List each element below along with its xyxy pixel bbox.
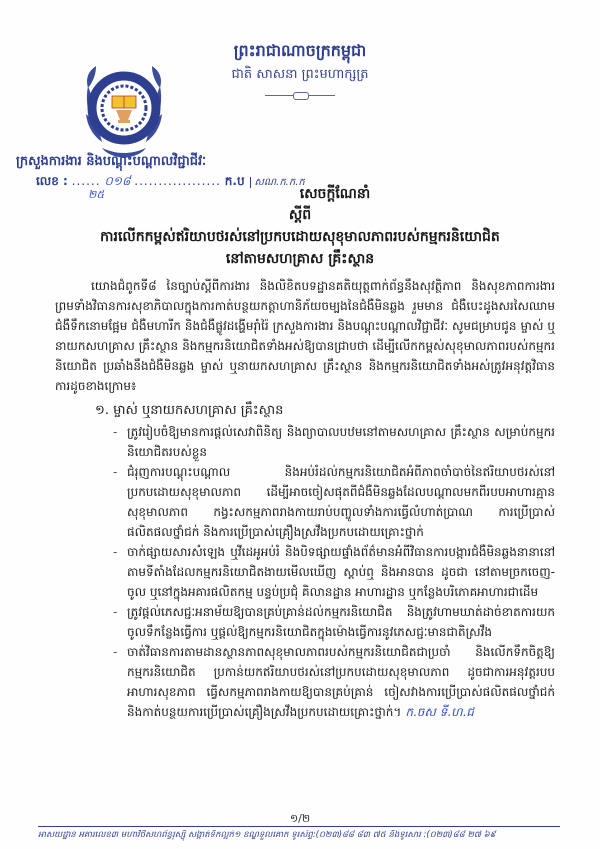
handwritten-initials: ក.ចស ទី.ហ.ជ: [405, 705, 474, 719]
document-title-block: [0, 184, 600, 270]
ref-label: លេខ :: [36, 174, 68, 188]
ornament-divider: [265, 92, 335, 98]
ref-date-handwritten: ២៥: [88, 188, 105, 201]
reference-number: លេខ : ...... ០១៨ .................. ក.ប សណ.ក.ក.ក ២៥: [36, 174, 305, 201]
list-item: - ជំរុញការបណ្តុះបណ្តាល និងអប់រំដល់កម្មករនិយោជិតអំពីភាពចាំបាច់នៃឥរិយាបថរស់នៅប្រកបដោយសុខុមាលភាព ដើម្បីអាចចៀសផុតពីជំងឺមិនឆ្លងដែលបណ្តាលមកពីរបបអាហារគ្មានសុខុមាលភាព កង្វះសកម្មភាពរាងកាយរាប់បញ្ចូលទាំងការធ្វើលំហាត់ប្រាណ ការប្រើប្រាស់ផលិតផលថ្នាំជក់ និងការប្រើប្រាស់គ្រឿងស្រវឹងប្រកបដោយគ្រោះថ្នាក់: [127, 462, 555, 542]
ref-number-handwritten: ០១៨: [104, 174, 131, 188]
document-type: សេចក្តីណែនាំ: [299, 186, 371, 202]
national-motto: ជាតិ សាសនា ព្រះមហាក្សត្រ: [231, 67, 369, 82]
section-1-heading: ១. ម្ចាស់ ឬនាយកសហគ្រាស គ្រឹះស្ថាន: [95, 403, 284, 418]
section-1-list: [55, 422, 555, 722]
list-item: - ចាក់ផ្សាយសារសំឡេង ឬវីដេអូអប់រំ និងបិទផ្សាយផ្ទាំងព័ត៌មានអំពីវិធានការបង្ការជំងឺមិនឆ្លងនានានៅតាមទីតាំងដែលកម្មករនិយោជិតងាយមើលឃើញ ស្តាប់ឮ និងអានបាន ដូចជា នៅតាមច្រកចេញ-ចូល ឬនៅក្នុងអគារផលិតកម្ម បន្ទប់ប្រជុំ គិលានដ្ឋាន អាហារដ្ឋាន ឬកន្លែងបរិភោគអាហារជាដើម: [127, 542, 555, 602]
ref-code-tail: សណ.ក.ក.ក: [250, 177, 304, 188]
footer-address: អាសយដ្ឋាន អគារលេខ៣ មហាវិថីសហព័ន្ធរុស្ស៊ី សង្កាត់ទឹកល្អក់១ ខណ្ឌទួលគោក ទូរស័ព្ទ:(០២៣)៨៨ ៨៣ ៧៥ និងទូរសារ :(០២៣)៨៨ ២៧ ៦៩: [38, 830, 496, 840]
list-item: - ត្រូវរៀបចំឱ្យមានការផ្តល់សេវាពិនិត្យ និងព្យាបាលបឋមនៅតាមសហគ្រាស គ្រឹះស្ថាន សម្រាប់កម្មករនិយោជិតរបស់ខ្លួន: [127, 422, 555, 462]
subject-line-1: ការលើកកម្ពស់ឥរិយាបថរស់នៅប្រកបដោយសុខុមាលភាពរបស់កម្មករនិយោជិត: [100, 229, 500, 245]
ref-code: ក.ប: [224, 174, 245, 188]
document-body: [55, 276, 555, 722]
ministry-name: ក្រសួងការងារ និងបណ្តុះបណ្តាលវិជ្ជាជីវៈ: [16, 154, 207, 169]
subject-line-2: នៅតាមសហគ្រាស គ្រឹះស្ថាន: [225, 251, 375, 267]
kingdom-header: [190, 40, 410, 98]
list-item: - ចាត់វិធានការតាមដានស្ថានភាពសុខុមាលភាពរបស់កម្មករនិយោជិតជាប្រចាំ និងលើកទឹកចិត្តឱ្យកម្មករនិយោជិត ប្រកាន់យកឥរិយាបថរស់នៅប្រកបដោយសុខុមាលភាព ដូចជាការអនុវត្តរបបអាហារសុខភាព ធ្វើសកម្មភាពរាងកាយឱ្យបានគ្រប់គ្រាន់ ចៀសវាងការប្រើប្រាស់ផលិតផលថ្នាំជក់ និងកាត់បន្ថយការប្រើប្រាស់គ្រឿងស្រវឹងប្រកបដោយគ្រោះថ្នាក់។ ក.ចស ទី.ហ.ជ: [127, 642, 555, 722]
ministry-seal-icon: [74, 56, 174, 166]
list-item: - ត្រូវផ្តល់ភេសជ្ជៈអនាម័យឱ្យបានគ្រប់គ្រាន់ដល់កម្មករនិយោជិត និងត្រូវហាមឃាត់ដាច់ខាតការយកចូលទឹកន្លែងធ្វើការ ឬផ្តល់ឱ្យកម្មករនិយោជិតក្នុងម៉ោងធ្វើការនូវភេសជ្ជៈមានជាតិស្រវឹង: [127, 602, 555, 642]
about-label: ស្តីពី: [288, 207, 312, 223]
page-number: ១/២: [289, 812, 311, 825]
kingdom-title: ព្រះរាជាណាចក្រកម្ពុជា: [233, 41, 367, 60]
intro-paragraph: យោងជំពូកទី៨ នៃច្បាប់ស្តីពីការងារ និងលិខិតបទដ្ឋានគតិយុត្តពាក់ព័ន្ធនឹងសុវត្ថិភាព និងសុខភាពការងារ ព្រមទាំងវិធានការសុខាភិបាលក្នុងការកាត់បន្ថយកត្តាហានិភ័យចម្បងនៃជំងឺមិនឆ្លង រួមមាន ជំងឺបេះដូងសរសៃឈាម ជំងឺទឹកនោមផ្អែម ជំងឺមហារីក និងជំងឺផ្លូវដង្ហើមរ៉ាំរ៉ៃ ក្រសួងការងារ និងបណ្តុះបណ្តាលវិជ្ជាជីវៈ សូមជម្រាបជូន ម្ចាស់ ឬនាយកសហគ្រាស គ្រឹះស្ថាន និងកម្មករនិយោជិតទាំងអស់ឱ្យបានជ្រាបថា ដើម្បីលើកកម្ពស់សុខុមាលភាពរបស់កម្មករនិយោជិត ប្រឆាំងនឹងជំងឺមិនឆ្លង ម្ចាស់ ឬនាយកសហគ្រាស គ្រឹះស្ថាន និងកម្មករនិយោជិតទាំងអស់ត្រូវអនុវត្តវិធានការដូចខាងក្រោម៖: [55, 279, 555, 393]
footer-divider: [38, 826, 560, 827]
